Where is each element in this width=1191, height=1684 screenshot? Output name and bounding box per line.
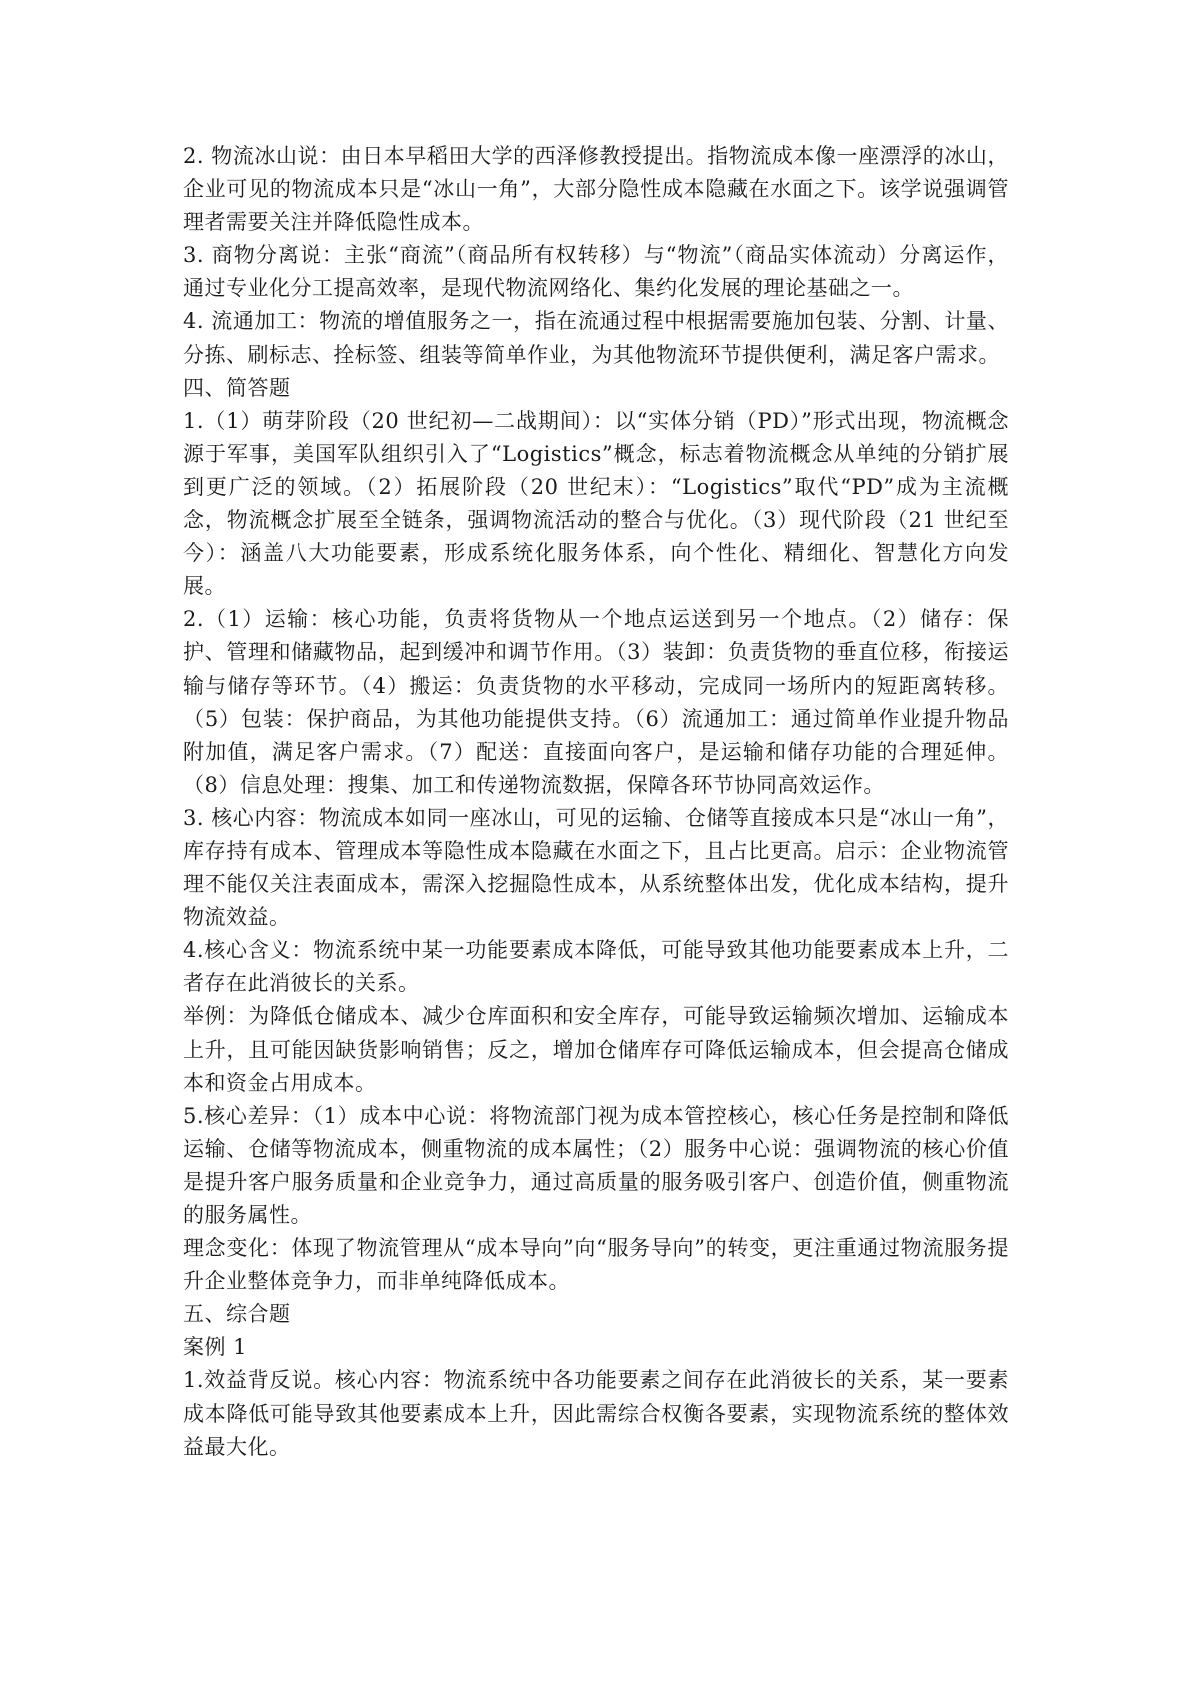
case-1-title: 案例 1 (183, 1335, 248, 1360)
term-commerce-logistics-separation: 3. 商物分离说：主张“商流”（商品所有权转移）与“物流”（商品实体流动）分离运作，通过专业化分工提高效率，是现代物流网络化、集约化发展的理论基础之一。 (183, 243, 1009, 301)
document-page (183, 140, 1009, 1464)
section-comprehensive: 五、综合题 (183, 1302, 291, 1327)
answer-5-difference: 5.核心差异：（1）成本中心说：将物流部门视为成本管控核心，核心任务是控制和降低运输、仓储等物流成本，侧重物流的成本属性；（2）服务中心说：强调物流的核心价值是提升客户服务质量和企业竞争力，通过高质量的服务吸引客户、创造价值，侧重物流的服务属性。 (183, 1103, 1009, 1227)
answer-3: 3. 核心内容：物流成本如同一座冰山，可见的运输、仓储等直接成本只是“冰山一角”，库存持有成本、管理成本等隐性成本隐藏在水面之下，且占比更高。启示：企业物流管理不能仅关注表面成本，需深入挖掘隐性成本，从系统整体出发，优化成本结构，提升物流效益。 (183, 805, 1009, 930)
answer-4-meaning: 4.核心含义：物流系统中某一功能要素成本降低，可能导致其他功能要素成本上升，二者存在此消彼长的关系。 (183, 938, 1009, 996)
answer-2: 2.（1）运输：核心功能，负责将货物从一个地点运送到另一个地点。（2）储存：保护、管理和储藏物品，起到缓冲和调节作用。（3）装卸：负责货物的垂直位移，衔接运输与储存等环节。（4）搬运：负责货物的水平移动，完成同一场所内的短距离转移。（5）包装：保护商品，为其他功能提供支持。（6）流通加工：通过简单作业提升物品附加值，满足客户需求。（7）配送：直接面向客户，是运输和储存功能的合理延伸。（8）信息处理：搜集、加工和传递物流数据，保障各环节协同高效运作。 (183, 607, 1009, 797)
answer-4-example: 举例：为降低仓储成本、减少仓库面积和安全库存，可能导致运输频次增加、运输成本上升，且可能因缺货影响销售；反之，增加仓储库存可降低运输成本，但会提高仓储成本和资金占用成本。 (183, 1004, 1009, 1095)
case-1-answer-1: 1.效益背反说。核心内容：物流系统中各功能要素之间存在此消彼长的关系，某一要素成本降低可能导致其他要素成本上升，因此需综合权衡各要素，实现物流系统的整体效益最大化。 (183, 1368, 1009, 1459)
section-short-answer: 四、简答题 (183, 375, 291, 400)
answer-1: 1.（1）萌芽阶段（20 世纪初—二战期间）：以“实体分销（PD）”形式出现，物流概念源于军事，美国军队组织引入了“Logistics”概念，标志着物流概念从单纯的分销扩展到更广泛的领域。（2）拓展阶段（20 世纪末）：“Logistics”取代“PD”成为主流概念，物流概念扩展至全链条，强调物流活动的整合与优化。（3）现代阶段（21 世纪至今）：涵盖八大功能要素，形成系统化服务体系，向个性化、精细化、智慧化方向发展。 (183, 408, 1009, 599)
term-logistics-iceberg: 2. 物流冰山说：由日本早稻田大学的西泽修教授提出。指物流成本像一座漂浮的冰山，企业可见的物流成本只是“冰山一角”，大部分隐性成本隐藏在水面之下。该学说强调管理者需要关注并降低隐性成本。 (183, 144, 1009, 235)
term-distribution-processing: 4. 流通加工：物流的增值服务之一，指在流通过程中根据需要施加包装、分割、计量、分拣、刷标志、拴标签、组装等简单作业，为其他物流环节提供便利，满足客户需求。 (183, 309, 1009, 367)
answer-5-change: 理念变化：体现了物流管理从“成本导向”向“服务导向”的转变，更注重通过物流服务提升企业整体竞争力，而非单纯降低成本。 (183, 1236, 1009, 1294)
